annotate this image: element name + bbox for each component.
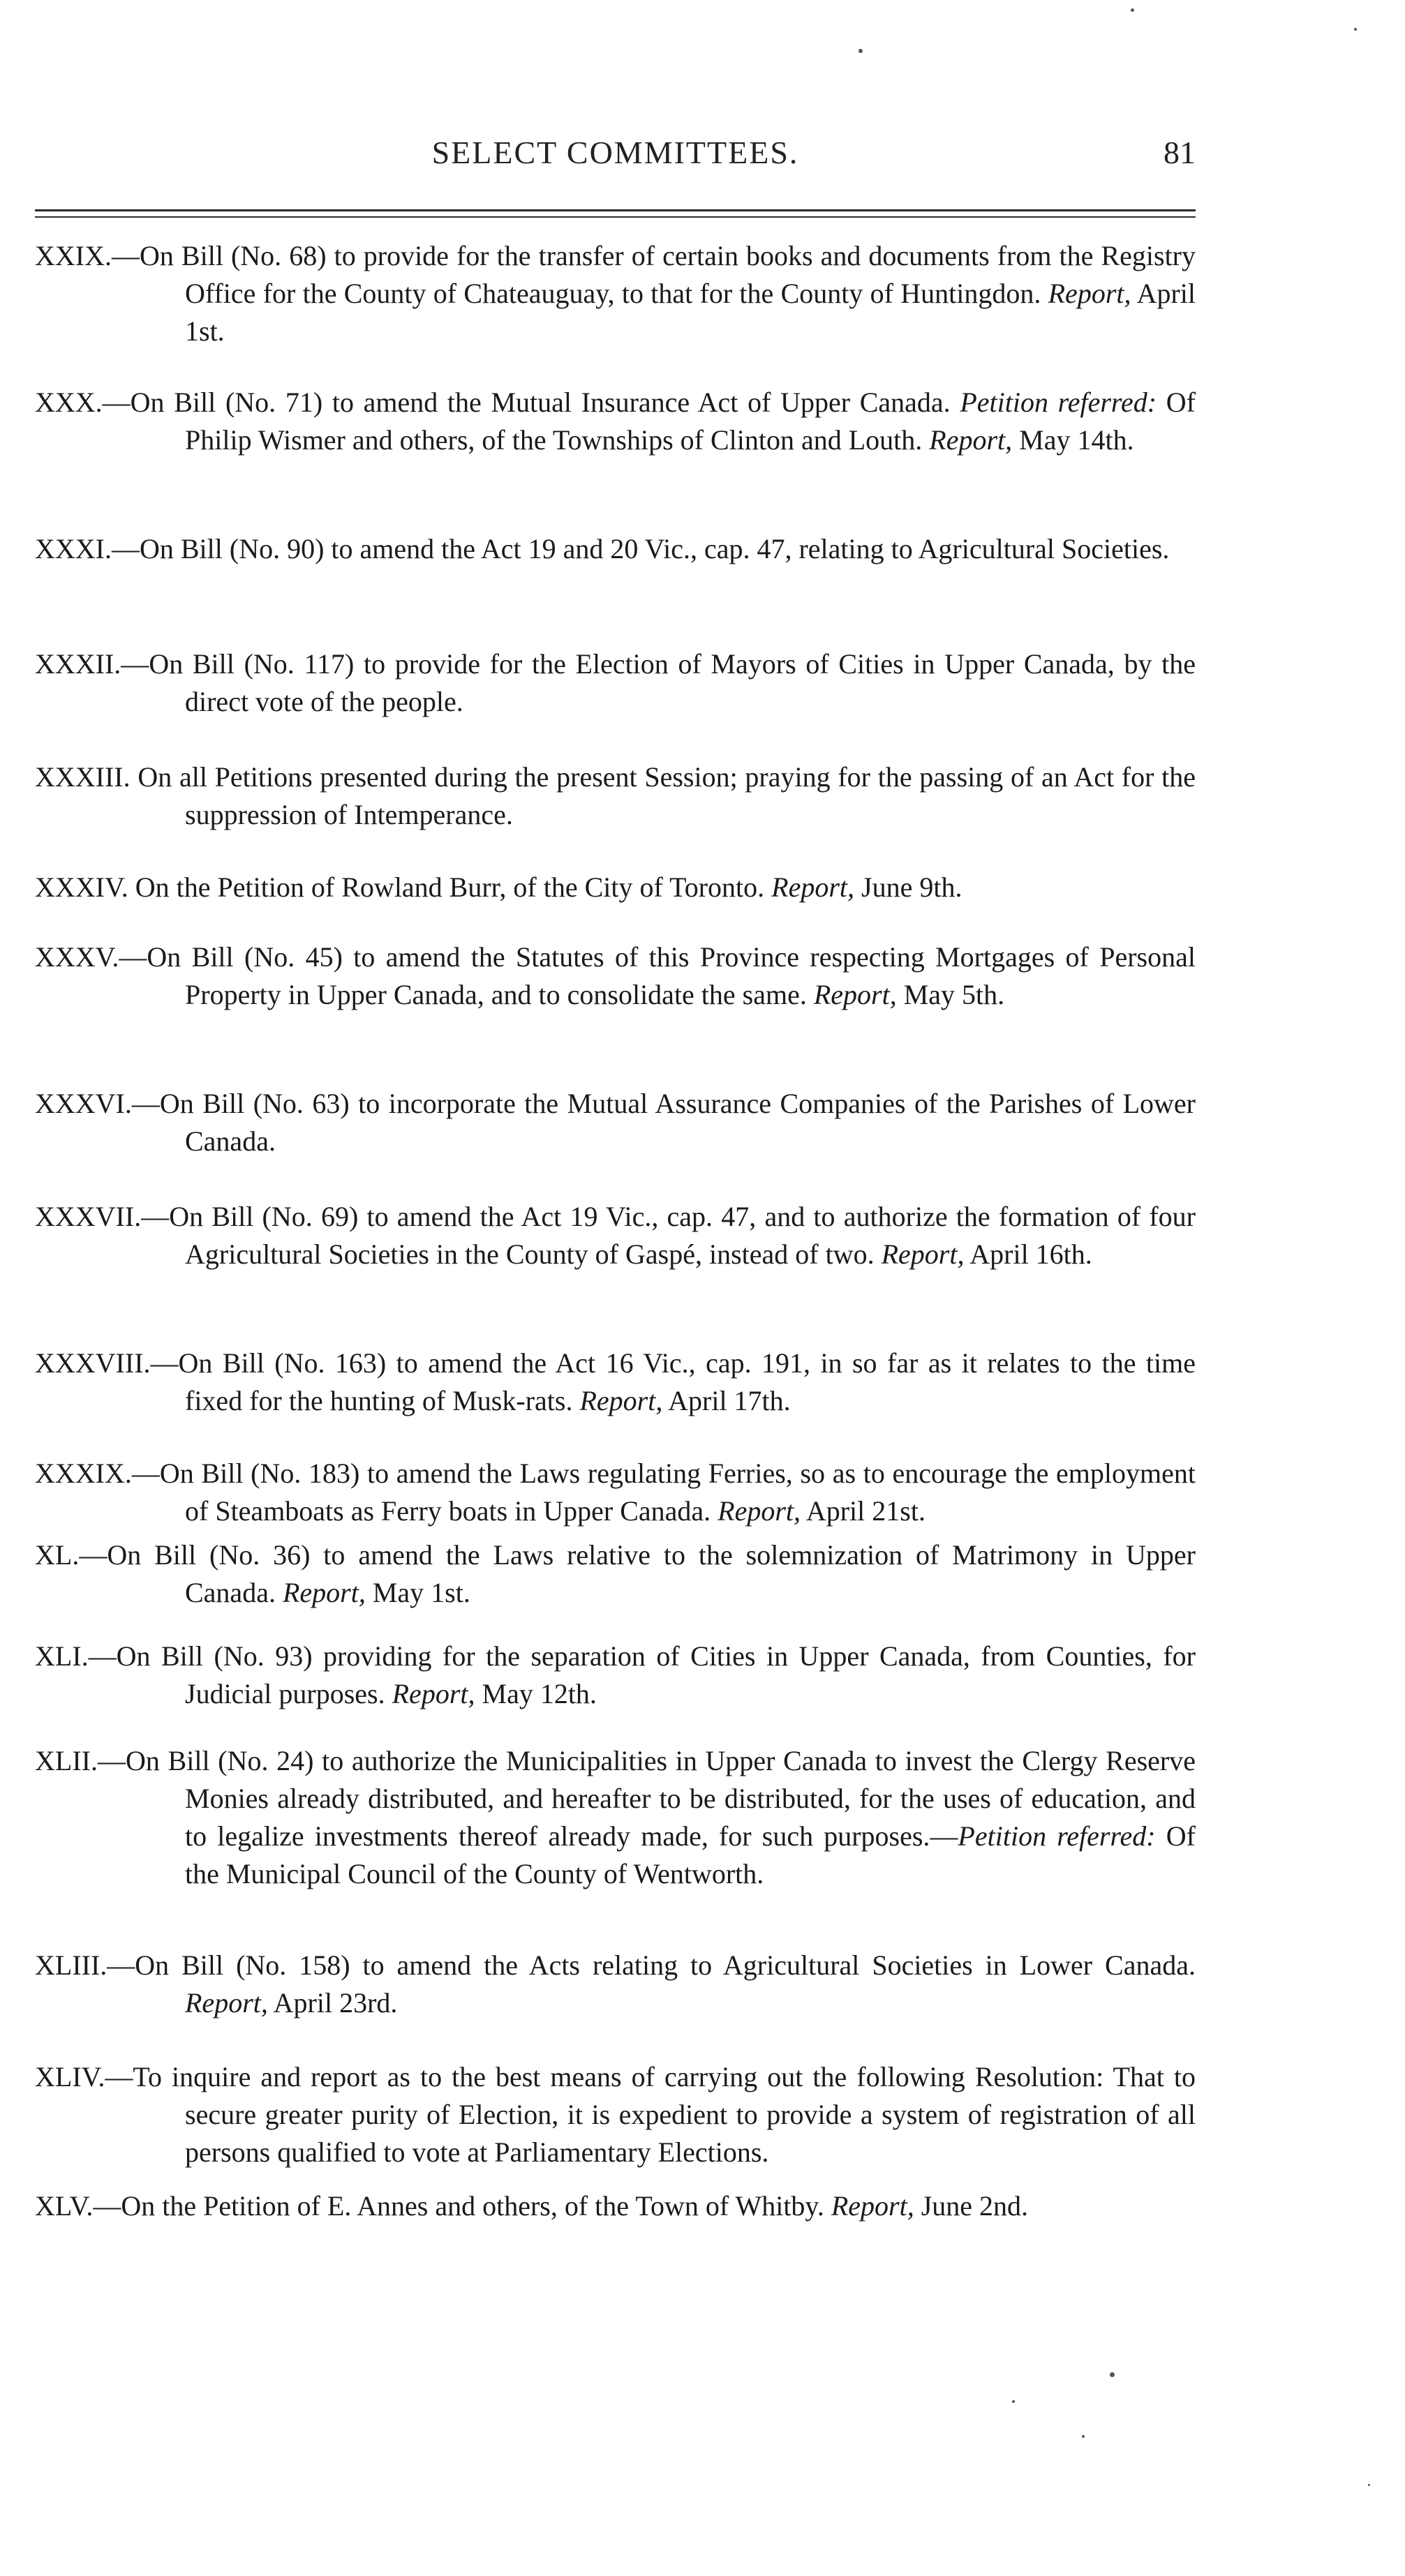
entry-text: On Bill (No. 36) to amend the Laws relative to the solemnization of Matrimony in Upper Canada. xyxy=(107,1539,1196,1608)
petition-text: Of the Municipal Council of the County of Wentworth. xyxy=(185,1820,1196,1889)
entry-number: XL.— xyxy=(35,1539,107,1571)
committee-entry xyxy=(35,1455,1196,1530)
committee-entry xyxy=(35,938,1196,1014)
scan-speck xyxy=(1110,2372,1115,2377)
report-date: May 12th. xyxy=(482,1678,597,1709)
entry-text: On Bill (No. 158) to amend the Acts relating to Agricultural Societies in Lower Canada. xyxy=(135,1949,1196,1981)
scan-speck xyxy=(1354,28,1357,31)
scan-speck xyxy=(1012,2400,1015,2403)
committee-entry xyxy=(35,1638,1196,1713)
report-date: May 5th. xyxy=(903,979,1005,1010)
committee-entry xyxy=(35,384,1196,459)
entry-number: XXXIV. xyxy=(35,871,128,903)
committee-entry xyxy=(35,1198,1196,1273)
committee-entry xyxy=(35,1536,1196,1612)
entry-text: On Bill (No. 71) to amend the Mutual Insurance Act of Upper Canada. xyxy=(130,387,951,418)
report-label: Report, xyxy=(771,871,855,903)
entry-number: XXXV.— xyxy=(35,941,147,973)
page-header xyxy=(35,134,1196,183)
report-date: June 2nd. xyxy=(921,2190,1029,2222)
report-label: Report, xyxy=(579,1385,663,1416)
entry-text: On Bill (No. 63) to incorporate the Mutual Assurance Companies of the Parishes of Lower Canada. xyxy=(159,1088,1196,1157)
entry-number: XXXIX.— xyxy=(35,1458,160,1489)
petition-text: Of Philip Wismer and others, of the Townships of Clinton and Louth. xyxy=(185,387,1196,456)
entry-text: On all Petitions presented during the present Session; praying for the passing of an Act for the suppression of Intemperance. xyxy=(137,761,1196,830)
entry-text: On Bill (No. 69) to amend the Act 19 Vic., cap. 47, and to authorize the formation of four Agricultural Societies in the County of Gaspé, instead of two. xyxy=(169,1201,1196,1270)
entry-number: XXIX.— xyxy=(35,240,140,271)
report-label: Report, xyxy=(185,1987,268,2019)
petition-label: Petition referred: xyxy=(958,1820,1156,1852)
committee-entry xyxy=(35,2058,1196,2171)
scan-speck xyxy=(1082,2435,1085,2438)
entry-number: XXXIII. xyxy=(35,761,131,793)
page-title: SELECT COMMITTEES. xyxy=(431,135,799,170)
report-label: Report, xyxy=(813,979,897,1010)
report-label: Report, xyxy=(718,1495,801,1527)
report-date: May 1st. xyxy=(372,1577,470,1608)
entry-number: XXXII.— xyxy=(35,648,149,680)
entry-text: On Bill (No. 183) to amend the Laws regulating Ferries, so as to encourage the employment of Steamboats as Ferry boats in Upper Canada. xyxy=(159,1458,1196,1527)
header-rule-thin xyxy=(35,216,1196,218)
committee-entry xyxy=(35,530,1196,568)
committee-entry xyxy=(35,1742,1196,1893)
entry-text: On Bill (No. 68) to provide for the transfer of certain books and documents from the Registry Office for the County of Chateauguay, to that for the County of Huntingdon. xyxy=(139,240,1196,309)
entry-number: XXX.— xyxy=(35,387,131,418)
entry-text: On Bill (No. 163) to amend the Act 16 Vic., cap. 191, in so far as it relates to the time fixed for the hunting of Musk-rats. xyxy=(178,1347,1196,1416)
entry-text: On Bill (No. 93) providing for the separation of Cities in Upper Canada, from Counties, for Judicial purposes. xyxy=(116,1640,1196,1709)
entry-text: On the Petition of Rowland Burr, of the City of Toronto. xyxy=(135,871,765,903)
committee-entry xyxy=(35,2187,1196,2225)
committee-entry xyxy=(35,1085,1196,1160)
report-label: Report, xyxy=(881,1238,965,1270)
committee-entry xyxy=(35,1947,1196,2022)
report-date: April 16th. xyxy=(969,1238,1092,1270)
header-rule-thick xyxy=(35,209,1196,211)
entry-number: XXXVI.— xyxy=(35,1088,160,1119)
entry-number: XLIII.— xyxy=(35,1949,135,1981)
report-label: Report, xyxy=(1048,278,1131,309)
committee-entry xyxy=(35,1345,1196,1420)
entry-number: XLV.— xyxy=(35,2190,121,2222)
report-label: Report, xyxy=(831,2190,914,2222)
entry-number: XXXVIII.— xyxy=(35,1347,179,1379)
entry-text: To inquire and report as to the best means of carrying out the following Resolution: That to secure greater purity of Election, it is expedient to provide a system of registration of all persons qualified to vote at Parliamentary Elections. xyxy=(133,2061,1196,2168)
report-label: Report, xyxy=(929,424,1013,456)
report-date: May 14th. xyxy=(1019,424,1134,456)
scan-speck xyxy=(1131,8,1134,12)
page-number: 81 xyxy=(1164,135,1196,170)
scan-speck xyxy=(1368,2484,1370,2486)
report-date: April 1st. xyxy=(185,278,1196,347)
report-date: April 23rd. xyxy=(273,1987,398,2019)
committee-entry xyxy=(35,237,1196,350)
report-date: April 17th. xyxy=(668,1385,791,1416)
petition-label: Petition referred: xyxy=(960,387,1157,418)
report-label: Report, xyxy=(392,1678,475,1709)
entry-text: On Bill (No. 90) to amend the Act 19 and 20 Vic., cap. 47, relating to Agricultural Societies. xyxy=(139,533,1170,564)
scan-speck xyxy=(858,49,863,53)
committee-entry xyxy=(35,869,1196,906)
entry-number: XXXVII.— xyxy=(35,1201,170,1232)
entry-text: On Bill (No. 117) to provide for the Election of Mayors of Cities in Upper Canada, by the direct vote of the people. xyxy=(149,648,1196,717)
entry-text: On Bill (No. 24) to authorize the Municipalities in Upper Canada to invest the Clergy Reserve Monies already distributed, and hereafter to be distributed, for the uses of education, and to legalize investments thereof already made, for such purposes.— xyxy=(125,1745,1196,1852)
committee-entry xyxy=(35,758,1196,834)
entry-number: XLII.— xyxy=(35,1745,126,1776)
entry-text: On the Petition of E. Annes and others, of the Town of Whitby. xyxy=(121,2190,824,2222)
report-date: April 21st. xyxy=(805,1495,925,1527)
report-label: Report, xyxy=(282,1577,366,1608)
committee-entry xyxy=(35,645,1196,721)
report-date: June 9th. xyxy=(861,871,962,903)
entry-number: XXXI.— xyxy=(35,533,140,564)
entry-number: XLI.— xyxy=(35,1640,117,1672)
entry-text: On Bill (No. 45) to amend the Statutes of this Province respecting Mortgages of Personal Property in Upper Canada, and to consolidate the same. xyxy=(147,941,1196,1010)
entry-number: XLIV.— xyxy=(35,2061,133,2092)
